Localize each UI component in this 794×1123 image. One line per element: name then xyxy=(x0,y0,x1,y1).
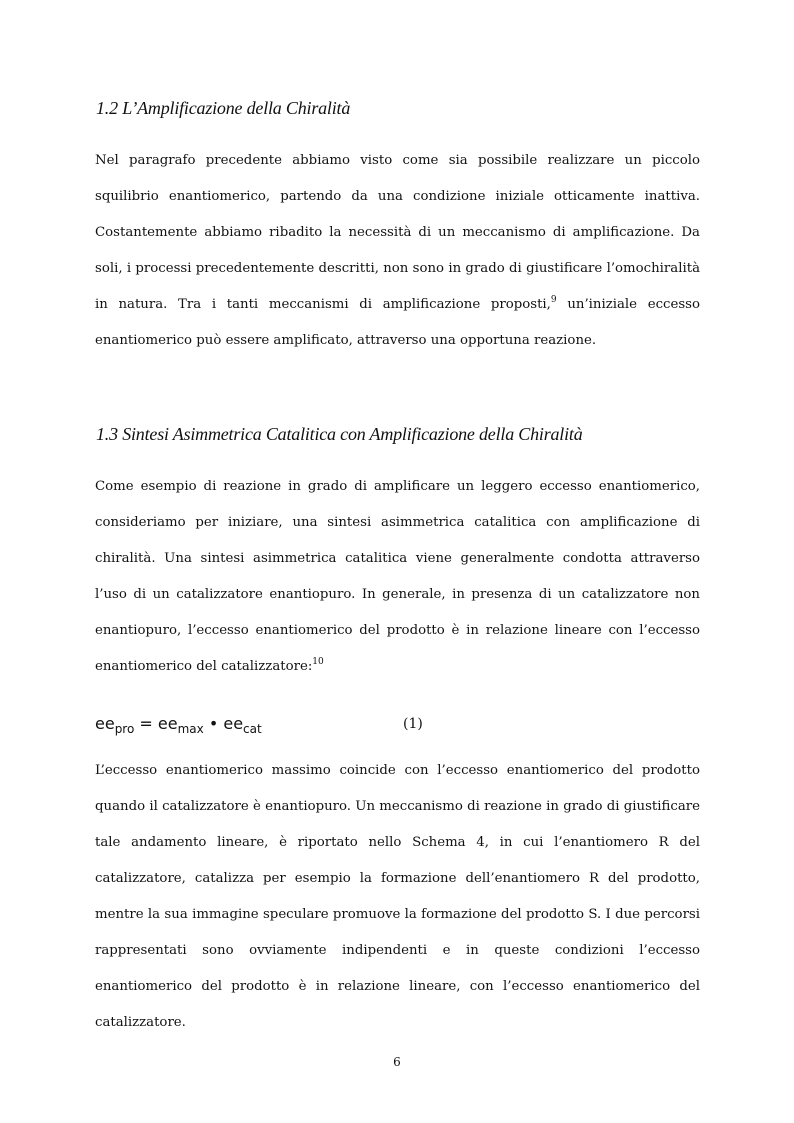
page-number: 6 xyxy=(393,1055,401,1069)
citation-ref: 10 xyxy=(312,657,324,667)
eq-term2: ee xyxy=(223,714,244,733)
paragraph-amplification xyxy=(95,143,700,359)
section-heading-1-2: 1.2 L’Amplificazione della Chiralità xyxy=(96,98,351,118)
eq-lhs: ee xyxy=(95,714,115,733)
eq-term1: ee xyxy=(157,714,178,733)
eq-term1-subscript: max xyxy=(177,722,204,736)
equation-formula xyxy=(95,714,262,736)
paragraph-text: Come esempio di reazione in grado di amplificare un leggero eccesso enantiomerico, consideriamo per iniziare, una sintesi asimmetrica catalitica con amplificazione di chiralità. Una sintesi asimmetrica catalitica viene generalmente condotta attraverso l’uso di un catalizzatore enantiopuro. In generale, in presenza di un catalizzatore non enantiopuro, l’eccesso enantiomerico del prodotto è in relazione lineare con l’eccesso enantiomerico del catalizzatore: xyxy=(95,479,700,674)
paragraph-text: Nel paragrafo precedente abbiamo visto come sia possibile realizzare un piccolo squilibrio enantiomerico, partendo da una condizione iniziale otticamente inattiva. Costantemente abbiamo ribadito la necessità di un meccanismo di amplificazione. Da soli, i processi precedentemente descritti, non sono in grado di giustificare l’omochiralità in natura. Tra i tanti meccanismi di amplificazione proposti, xyxy=(95,153,700,312)
equation-number: (1) xyxy=(403,716,423,732)
section-heading-1-3: 1.3 Sintesi Asimmetrica Catalitica con Amplificazione della Chiralità xyxy=(96,424,583,444)
eq-term2-subscript: cat xyxy=(243,722,262,736)
citation-ref: 9 xyxy=(550,295,557,305)
equation-1 xyxy=(95,714,435,744)
eq-equals: = xyxy=(134,714,158,733)
eq-lhs-subscript: pro xyxy=(114,722,135,736)
paragraph-catalytic-synthesis xyxy=(95,469,700,685)
paragraph-text: un’iniziale eccesso enantiomerico può essere amplificato, attraverso una opportuna reazione. xyxy=(95,297,700,348)
paragraph-linear-relation: L’eccesso enantiomerico massimo coincide con l’eccesso enantiomerico del prodotto quando il catalizzatore è enantiopuro. Un meccanismo di reazione in grado di giustificare tale andamento lineare, è riportato nello Schema 4, in cui l’enantiomero R del catalizzatore, catalizza per esempio la formazione dell’enantiomero R del prodotto, mentre la sua immagine speculare promuove la formazione del prodotto S. I due percorsi rappresentati sono ovviamente indipendenti e in queste condizioni l’eccesso enantiomerico del prodotto è in relazione lineare, con l’eccesso enantiomerico del catalizzatore. xyxy=(95,763,700,1030)
eq-operator: • xyxy=(203,714,224,733)
